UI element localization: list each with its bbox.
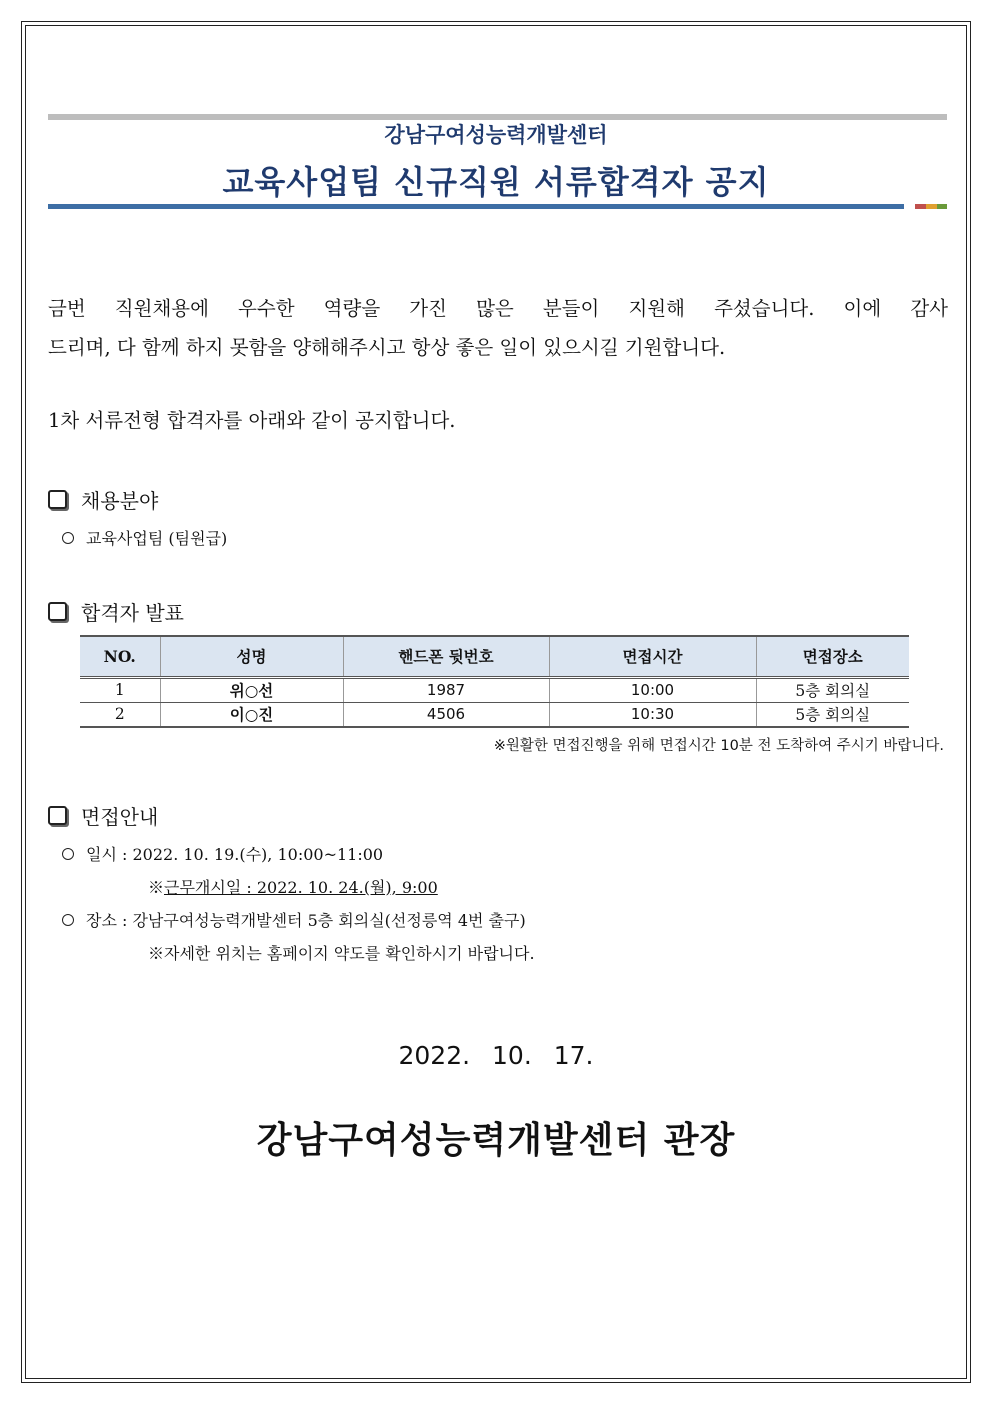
start-date-note xyxy=(148,875,438,898)
circle-bullet-icon xyxy=(62,532,74,544)
issue-date: 2022. 10. 17. xyxy=(398,1041,594,1070)
square-bullet-icon xyxy=(48,806,67,825)
accent-swatch xyxy=(926,204,937,209)
section-interview xyxy=(48,801,158,830)
cell-time: 10:00 xyxy=(549,677,756,702)
cell-phone: 4506 xyxy=(343,702,549,727)
column-header: 핸드폰 뒷번호 xyxy=(343,636,549,677)
section-results xyxy=(48,597,184,626)
circle-bullet-icon xyxy=(62,914,74,926)
section-interview-heading: 면접안내 xyxy=(81,805,159,829)
column-header: NO. xyxy=(80,636,160,677)
section-field xyxy=(48,485,158,514)
table-row xyxy=(80,702,909,727)
accent-swatch xyxy=(915,204,926,209)
section-results-heading: 합격자 발표 xyxy=(81,601,184,625)
section-field-heading: 채용분야 xyxy=(81,489,159,513)
announce-text: 1차 서류전형 합격자를 아래와 같이 공지합니다. xyxy=(48,409,456,432)
org-name: 강남구여성능력개발센터 xyxy=(384,123,608,147)
place-item xyxy=(62,908,526,931)
column-header: 면접장소 xyxy=(756,636,909,677)
page-title: 교육사업팀 신규직원 서류합격자 공지 xyxy=(222,163,770,201)
cell-no: 2 xyxy=(80,702,160,727)
signer: 강남구여성능력개발센터 관장 xyxy=(256,1120,736,1161)
schedule-item xyxy=(62,842,383,865)
place-text: 장소 : 강남구여성능력개발센터 5층 회의실(선정릉역 4번 출구) xyxy=(86,911,526,930)
accent-swatch xyxy=(937,204,947,209)
intro-line-1: 금번 직원채용에 우수한 역량을 가진 많은 분들이 지원해 주셨습니다. 이에 감사 xyxy=(48,297,948,320)
square-bullet-icon xyxy=(48,490,67,509)
results-table xyxy=(80,635,909,728)
field-item xyxy=(62,526,227,549)
table-row xyxy=(80,677,909,702)
column-header: 면접시간 xyxy=(549,636,756,677)
schedule-text: 일시 : 2022. 10. 19.(수), 10:00~11:00 xyxy=(86,845,384,864)
start-date-text: 근무개시일 : 2022. 10. 24.(월), 9:00 xyxy=(164,878,438,897)
place-note: ※자세한 위치는 홈페이지 약도를 확인하시기 바랍니다. xyxy=(148,944,535,963)
cell-place: 5층 회의실 xyxy=(756,677,909,702)
start-date-prefix: ※ xyxy=(148,878,165,897)
column-header: 성명 xyxy=(160,636,343,677)
table-header-row xyxy=(80,636,909,677)
cell-name: 위○선 xyxy=(160,677,343,702)
intro-line-2: 드리며, 다 함께 하지 못함을 양해해주시고 항상 좋은 일이 있으시길 기원합니다. xyxy=(48,336,726,359)
field-item-text: 교육사업팀 (팀원급) xyxy=(86,529,228,548)
cell-time: 10:30 xyxy=(549,702,756,727)
header-bottom-rule xyxy=(48,204,904,209)
table-note: ※원활한 면접진행을 위해 면접시간 10분 전 도착하여 주시기 바랍니다. xyxy=(493,738,944,754)
circle-bullet-icon xyxy=(62,848,74,860)
cell-no: 1 xyxy=(80,677,160,702)
square-bullet-icon xyxy=(48,602,67,621)
cell-name: 이○진 xyxy=(160,702,343,727)
cell-place: 5층 회의실 xyxy=(756,702,909,727)
cell-phone: 1987 xyxy=(343,677,549,702)
